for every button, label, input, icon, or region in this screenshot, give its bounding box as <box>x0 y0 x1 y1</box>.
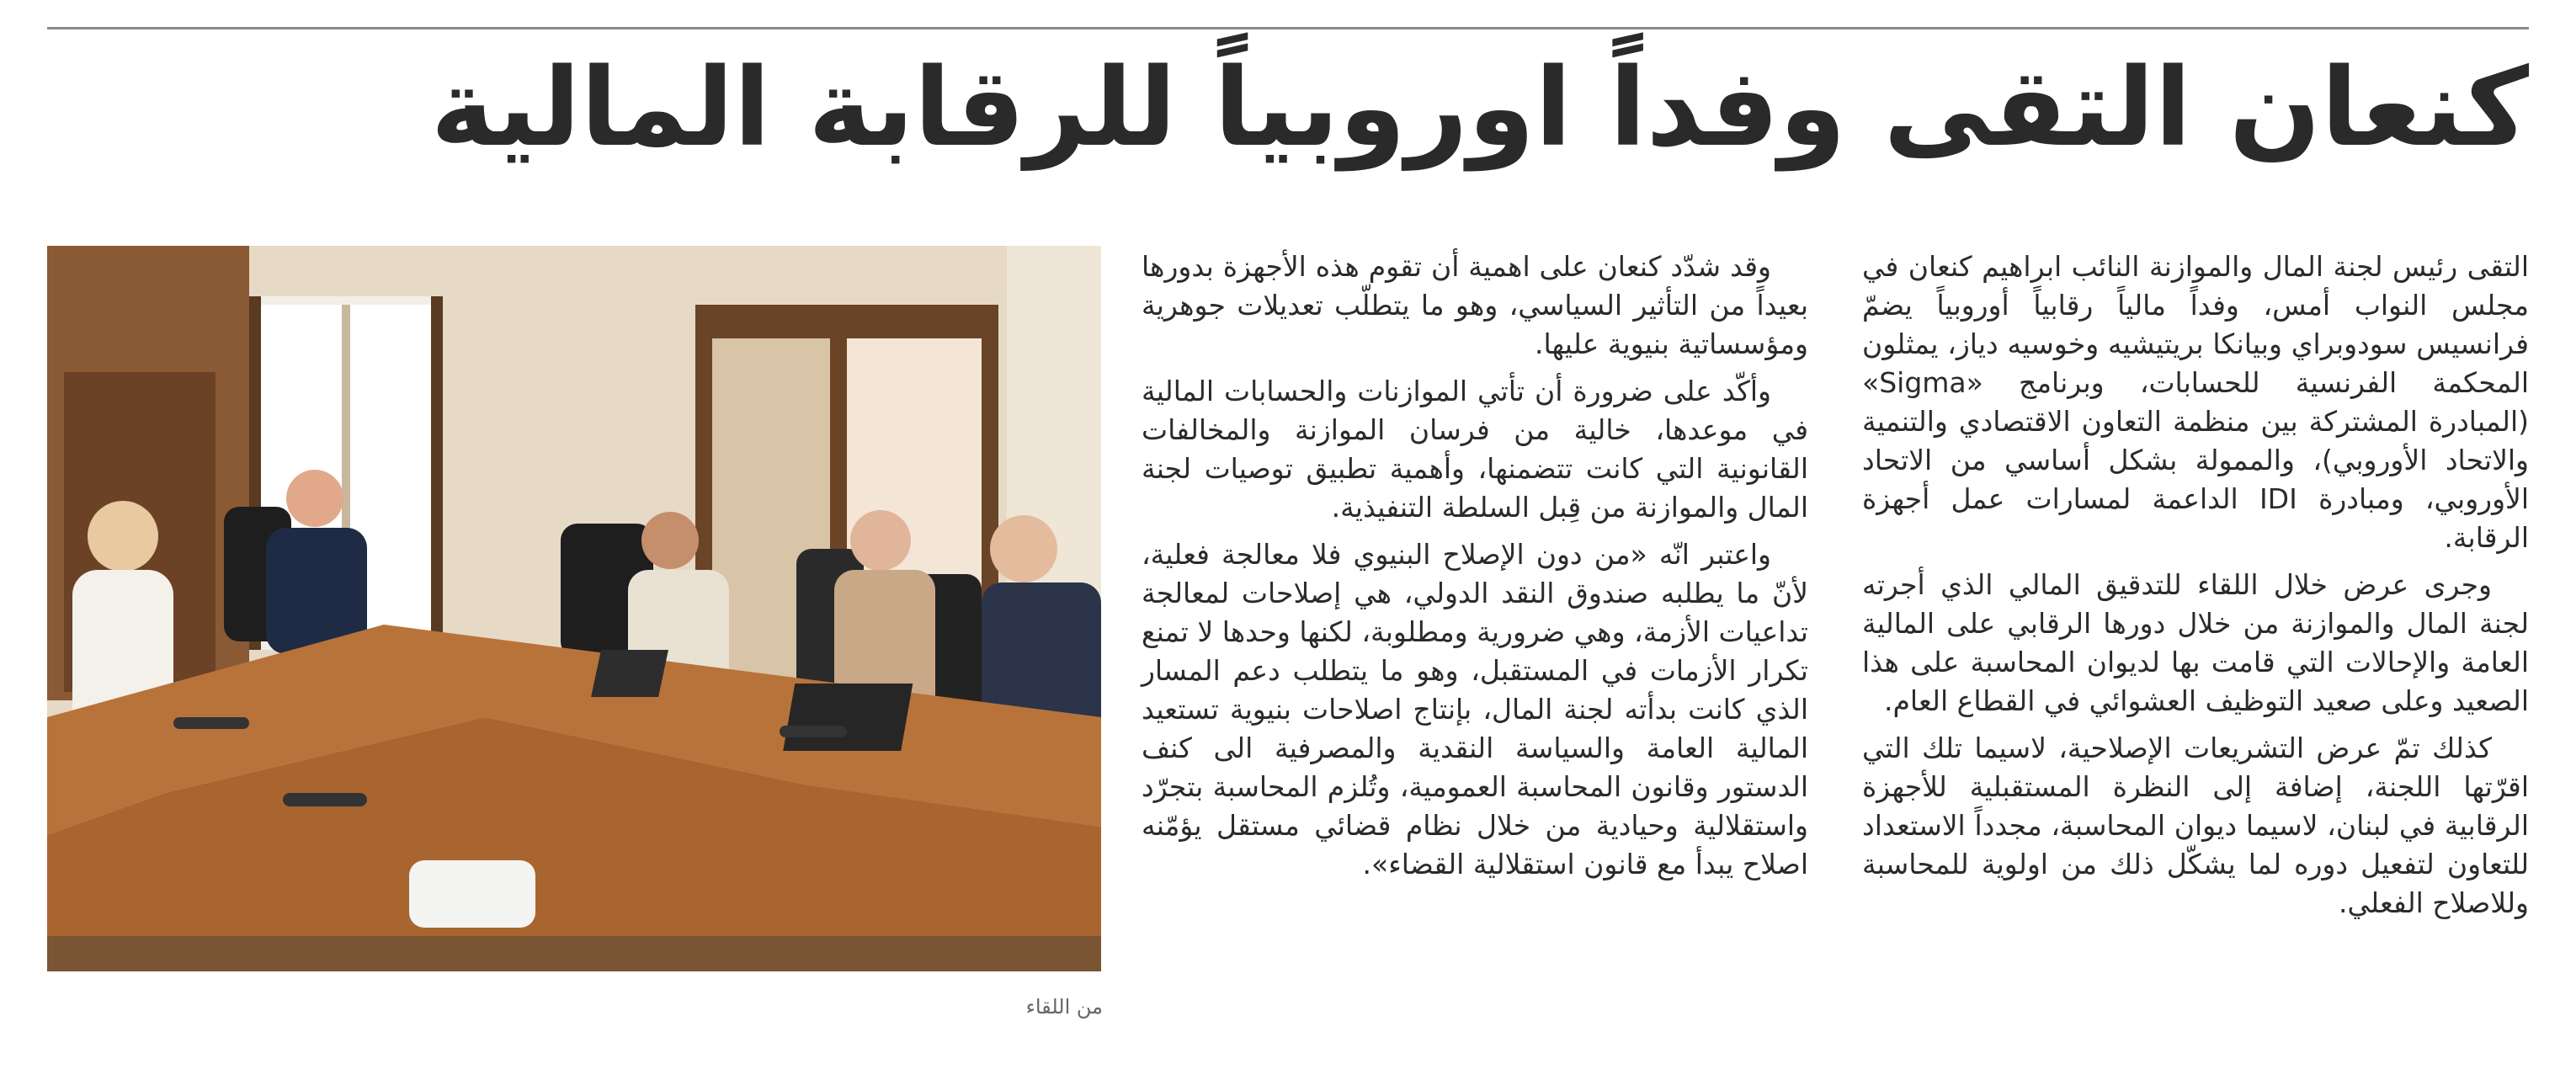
meeting-photo <box>47 246 1101 971</box>
paragraph: وقد شدّد كنعان على اهمية أن تقوم هذه الأجهزة بدورها بعيداً من التأثير السياسي، وهو ما يتطلّب تعديلات جوهرية ومؤسساتية بنيوية عليها. <box>1142 250 1808 360</box>
paragraph: كذلك تمّ عرض التشريعات الإصلاحية، لاسيما تلك التي اقرّتها اللجنة، إضافة إلى النظرة المستقبلية للأجهزة الرقابية في لبنان، لاسيما ديوان المحاسبة، مجدداً الاستعداد للتعاون لتفعيل دوره لما يشكّل ذلك من اولوية للمحاسبة وللاصلاح الفعلي. <box>1862 732 2529 919</box>
top-rule <box>47 27 2529 29</box>
article-headline: كنعان التقى وفداً اوروبياً للرقابة المالية <box>430 45 2529 171</box>
article-column-middle <box>1142 247 1808 892</box>
paragraph: واعتبر انّه «من دون الإصلاح البنيوي فلا معالجة فعلية، لأنّ ما يطلبه صندوق النقد الدولي، هي إصلاحات لمعالجة تداعيات الأزمة، وهي ضرورية ومطلوبة، لكنها وحدها لا تمنع تكرار الأزمات في المستقبل، وهو ما يتطلب دعم المسار الذي كانت بدأته لجنة المال، بإنتاج اصلاحات بنيوية تستعيد المالية العامة والسياسة النقدية والمصرفية الى كنف الدستور وقانون المحاسبة العمومية، وتُلزم المحاسبة بتجرّد واستقلالية وحيادية من خلال نظام قضائي مستقل يؤمّنه اصلاح يبدأ مع قانون استقلالية القضاء». <box>1142 538 1808 880</box>
article-column-right <box>1862 247 2529 931</box>
paragraph: التقى رئيس لجنة المال والموازنة النائب ابراهيم كنعان في مجلس النواب أمس، وفداً مالياً رقابياً أوروبياً يضمّ فرانسيس سودوبراي وبيانكا بريتيشيه وخوسيه دياز، يمثلون المحكمة الفرنسية للحسابات، وبرنامج «Sigma» (المبادرة المشتركة بين منظمة التعاون الاقتصادي والتنمية والاتحاد الأوروبي)، والممولة بشكل أساسي من الاتحاد الأوروبي، ومبادرة IDI الداعمة لمسارات عمل أجهزة الرقابة. <box>1862 250 2529 554</box>
photo-caption: من اللقاء <box>1025 995 1103 1019</box>
paragraph: وأكّد على ضرورة أن تأتي الموازنات والحسابات المالية في موعدها، خالية من فرسان الموازنة والمخالفات القانونية التي كانت تتضمنها، وأهمية تطبيق توصيات لجنة المال والموازنة من قِبل السلطة التنفيذية. <box>1142 375 1808 524</box>
paragraph: وجرى عرض خلال اللقاء للتدقيق المالي الذي أجرته لجنة المال والموازنة من خلال دورها الرقابي على المالية العامة والإحالات التي قامت بها لديوان المحاسبة على هذا الصعيد وعلى صعيد التوظيف العشوائي في القطاع العام. <box>1862 568 2529 717</box>
